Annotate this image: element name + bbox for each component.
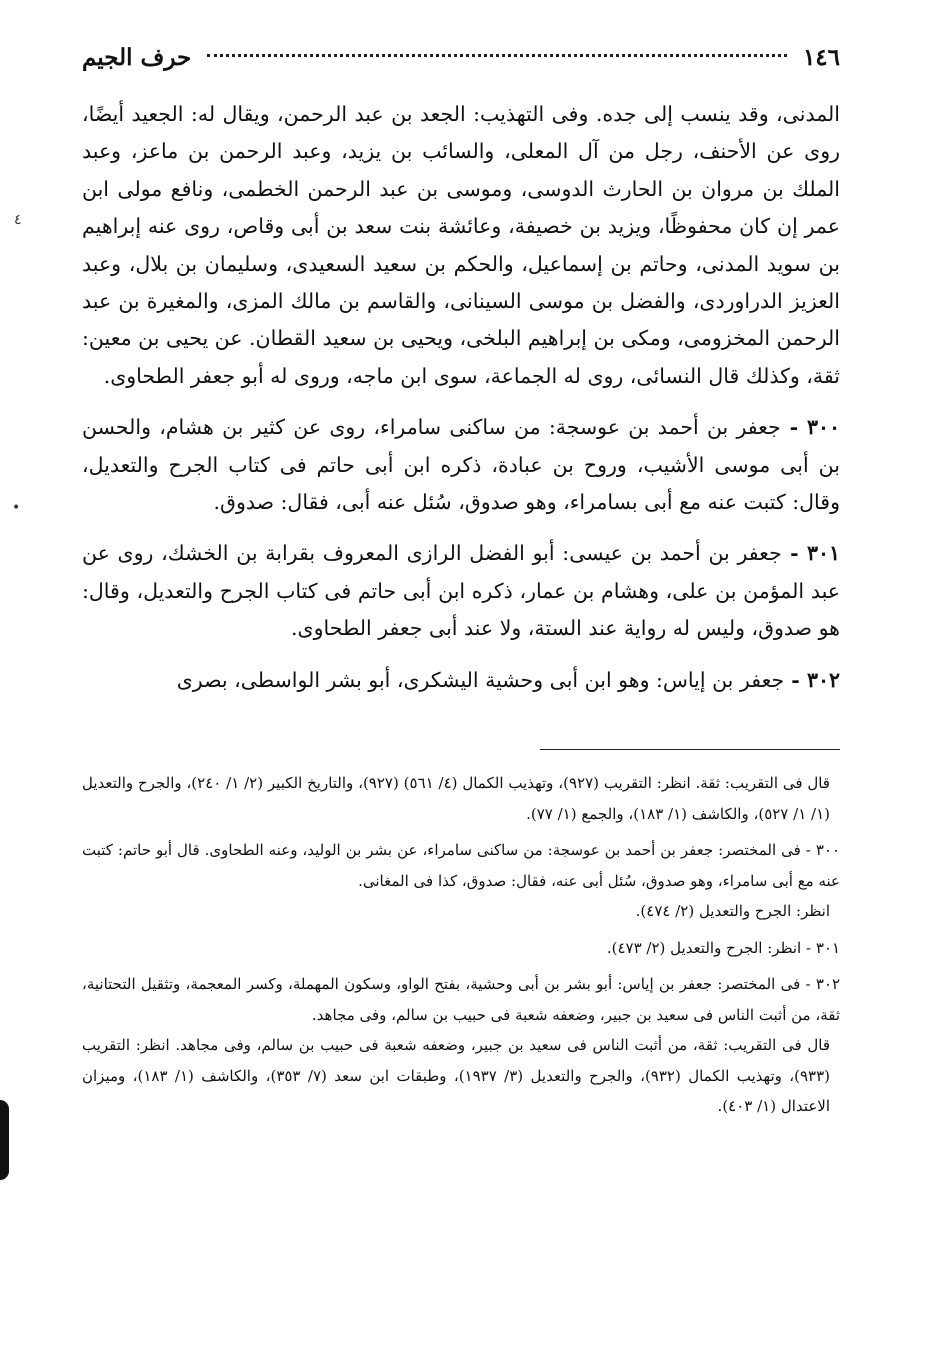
entry-300 bbox=[82, 409, 840, 521]
footnote: قال فى التقريب: ثقة. انظر: التقريب (٩٢٧)، وتهذيب الكمال (٤/ ٥٦١) (٩٢٧)، والتاريخ الكبير (٢/ ١/ ٢٤٠)، والجرح والتعديل (١/ ١/ ٥٢٧)، والكاشف (١/ ١٨٣)، والجمع (١/ ٧٧). bbox=[82, 774, 830, 823]
paragraph-text: جعفر بن أحمد بن عيسى: أبو الفضل الرازى المعروف بقرابة بن الخشك، روى عن عبد المؤمن بن على، وهشام بن عمار، ذكره ابن أبى حاتم فى كتاب الجرح والتعديل، وقال: هو صدوق، وليس له رواية عند الستة، ولا عند أبى جعفر الطحاوى. bbox=[82, 541, 840, 641]
entry-number: ٣٠٢ - bbox=[784, 667, 840, 692]
section-title: حرف الجيم bbox=[82, 44, 192, 71]
footnote: ٣٠٢ - فى المختصر: جعفر بن إياس: أبو بشر بن أبى وحشية، بفتح الواو، وسكون المهملة، وكسر المعجمة، وتثقيل التحتانية، ثقة، من أثبت الناس فى سعيد بن جبير، وضعفه شعبة فى حبيب بن سالم، وفى مجاهد. bbox=[82, 975, 840, 1024]
main-text bbox=[82, 96, 840, 699]
running-head bbox=[82, 38, 840, 78]
entry-number: ٣٠٠ - bbox=[780, 415, 840, 440]
footnote: ٣٠٠ - فى المختصر: جعفر بن أحمد بن عوسجة: من ساكنى سامراء، عن بشر بن الوليد، وعنه الطحاوى. قال أبو حاتم: كتبت عنه مع أبى سامراء، وهو صدوق، سُئل أبى عنه، فقال: صدوق، كذا فى المغانى. bbox=[82, 841, 840, 890]
margin-mark: • bbox=[12, 500, 21, 516]
paragraph-text: جعفر بن أحمد بن عوسجة: من ساكنى سامراء، روى عن كثير بن هشام، والحسن بن أبى موسى الأشيب، وروح بن عبادة، ذكره ابن أبى حاتم فى كتاب الجرح والتعديل، وقال: كتبت عنه مع أبى بسامراء، وهو صدوق، سُئل عنه أبى، فقال: صدوق. bbox=[82, 415, 840, 515]
footnote-rule bbox=[540, 749, 840, 750]
scan-edge-blot bbox=[0, 1100, 9, 1180]
footnote: ٣٠١ - انظر: الجرح والتعديل (٢/ ٤٧٣). bbox=[606, 938, 840, 957]
paragraph-text: المدنى، وقد ينسب إلى جده. وفى التهذيب: الجعد بن عبد الرحمن، ويقال له: الجعيد أيضًا، روى عن الأحنف، رجل من آل المعلى، والسائب بن يزيد، وعبد الرحمن بن ماعز، وعبد الملك بن مروان بن الحارث الدوسى، وموسى بن عبد الرحمن الخطمى، ونافع مولى ابن عمر إن كان محفوظًا، ويزيد بن خصيفة، وعائشة بنت سعد بن أبى وقاص، روى عنه إبراهيم بن سويد المدنى، وحاتم بن إسماعيل، والحكم بن سعيد السعيدى، وسليمان بن بلال، وعبد العزيز الدراوردى، والفضل بن موسى السينانى، والقاسم بن مالك المزى، والمغيرة بن عبد الرحمن المخزومى، ومكى بن إبراهيم البلخى، ويحيى بن سعيد القطان. عن يحيى بن معين: ثقة، وكذلك قال النسائى، روى له الجماعة، سوى ابن ماجه، وروى له أبو جعفر الطحاوى. bbox=[82, 102, 840, 388]
footnotes bbox=[82, 768, 840, 1122]
entry-number: ٣٠١ - bbox=[781, 541, 840, 566]
leader-dots bbox=[207, 54, 787, 57]
entry-302 bbox=[82, 662, 840, 699]
book-page bbox=[82, 38, 840, 1338]
footnote: انظر: الجرح والتعديل (٢/ ٤٧٤). bbox=[635, 902, 830, 921]
paragraph-text: جعفر بن إياس: وهو ابن أبى وحشية اليشكرى، أبو بشر الواسطى، بصرى bbox=[176, 667, 785, 692]
entry-301 bbox=[82, 535, 840, 647]
page-number: ١٤٦ bbox=[802, 44, 840, 71]
paragraph-continuation bbox=[82, 96, 840, 395]
footnote: قال فى التقريب: ثقة، من أثبت الناس فى سعيد بن جبير، وضعفه شعبة فى حبيب بن سالم، وفى مجاهد. انظر: التقريب (٩٣٣)، وتهذيب الكمال (٩٣٢)، والجرح والتعديل (٣/ ١٩٣٧)، وطبقات ابن سعد (٧/ ٣٥٣)، والكاشف (١/ ١٨٣)، وميزان الاعتدال (١/ ٤٠٣). bbox=[82, 1036, 830, 1116]
margin-mark: ٤ bbox=[14, 212, 22, 228]
